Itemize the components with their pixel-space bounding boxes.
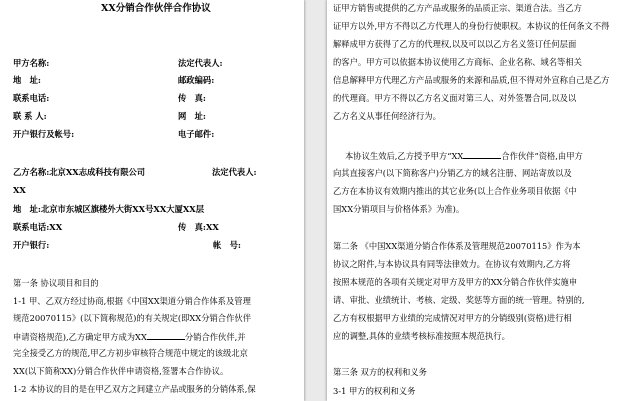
party-a-address-label: 地 址: [13, 75, 41, 85]
document-page-left [0, 0, 304, 401]
body-line: 国XX分销项目与价格体系》为准)。 [333, 204, 465, 214]
body-line: XX(以下简称XX)分销合作伙伴申请资格,签署本合作协议。 [13, 366, 229, 376]
body-line: 证甲方以外,甲方不得以乙方代理人的身份行使职权。本协议的任何条文不得 [333, 21, 610, 31]
party-a-name-label: 甲方名称: [13, 58, 50, 68]
document-title: XX分销合作伙伴合作协议 [101, 3, 211, 14]
party-b-legal-rep-value: XX [13, 185, 26, 195]
body-line: 解释成甲方获得了乙方的代理权,以及可以以乙方名义签订任何层面 [333, 39, 577, 49]
party-b-phone: 联系电话:XX [13, 222, 63, 232]
body-line: 协议之附件,与本协议具有同等法律效力。在协议有效期内,乙方将 [333, 259, 571, 269]
party-b-legal-rep-label: 法定代表人: [212, 167, 257, 177]
body-line [345, 150, 583, 161]
body-line: 完全接受乙方的规范,甲乙方初步审核符合规范中规定的该级北京 [13, 348, 248, 358]
body-line: 1-1 甲、乙双方经过协商,根据《中国XX渠道分销合作体系及管理 [13, 296, 251, 306]
document-page-right [327, 0, 640, 401]
party-a-postcode-label: 邮政编码: [178, 75, 215, 85]
body-line: 乙方有权根据甲方业绩的完成情况对甲方的分销级别(资格)进行相 [333, 313, 572, 323]
body-line [13, 331, 246, 342]
blank-underline [147, 331, 185, 340]
party-b-address: 地 址:北京市东城区旗楼外大街XX号XX大厦XX层 [13, 204, 205, 214]
article-3-heading: 第三条 双方的权利和义务 [333, 367, 427, 377]
body-line: 乙方在本协议有效期内推出的其它业务(以上合作业务项目依据《中 [333, 186, 577, 196]
body-line-segment: 本协议生效后,乙方授予甲方“XX [345, 151, 464, 161]
party-b-bank-label: 开户银行: [13, 240, 50, 250]
article-1-heading: 第一条 协议项目和目的 [13, 278, 99, 288]
body-line: 证甲方销售或提供的乙方产品或服务的品质正宗、渠道合法。当乙方 [333, 3, 582, 13]
body-line: 乙方名义从事任何经济行为。 [333, 111, 441, 121]
party-a-contact-label: 联 系 人: [13, 111, 47, 121]
body-line-segment: 申请资格规范),乙方确定甲方成为XX [13, 332, 147, 342]
party-a-fax-label: 传 真: [178, 93, 206, 103]
article-3-1-heading: 3-1 甲方的权利和义务 [333, 386, 416, 396]
party-a-bank-label: 开户银行及帐号: [13, 129, 75, 139]
body-line: 按照本规范的各项有关规定对甲方及甲方的XX分销合作伙伴实施申 [333, 277, 578, 287]
body-line: 应的调整,具体的业绩考核标准按照本规范执行。 [333, 331, 510, 341]
body-line-segment: 分销合作伙伴,并 [184, 332, 246, 342]
body-line: 规范20070115》(以下简称规范)的有关规定(即XX分销合作伙伴 [13, 313, 251, 323]
party-a-phone-label: 联系电话: [13, 93, 50, 103]
body-line: 1-2 本协议的目的是在甲乙双方之间建立产品或服务的分销体系,保 [13, 384, 256, 394]
article-2-line: 第二条 《中国XX渠道分销合作体系及管理规范20070115》作为本 [333, 241, 581, 251]
party-a-legal-rep-label: 法定代表人: [178, 58, 223, 68]
party-b-fax: 传 真:XX [178, 222, 219, 232]
body-line: 的客户。甲方可以依据本协议使用乙方商标、企业名称、域名等相关 [333, 57, 582, 67]
page-gap [304, 0, 327, 401]
body-line: 的代理商。甲方不得以乙方名义面对第三人、对外签署合同,以及以 [333, 93, 577, 103]
party-a-website-label: 网 址: [178, 111, 206, 121]
body-line: 请、审批、业绩统计、考核、定级、奖惩等方面的统一管理。特别的, [333, 295, 585, 305]
party-a-email-label: 电子邮件: [178, 129, 215, 139]
blank-underline [463, 150, 501, 159]
body-line-segment: 合作伙伴”资格,由甲方 [501, 151, 583, 161]
party-b-account-label: 帐 号: [213, 240, 241, 250]
party-b-name: 乙方名称:北京XX志成科技有限公司 [13, 167, 146, 177]
body-line: 向其直接客户(以下简称客户)分销乙方的域名注册、网站寄放以及 [333, 168, 572, 178]
body-line: 信息解释甲方代理乙方产品或服务的来源和品质,但不得对外宣称自己是乙方 [333, 75, 610, 85]
